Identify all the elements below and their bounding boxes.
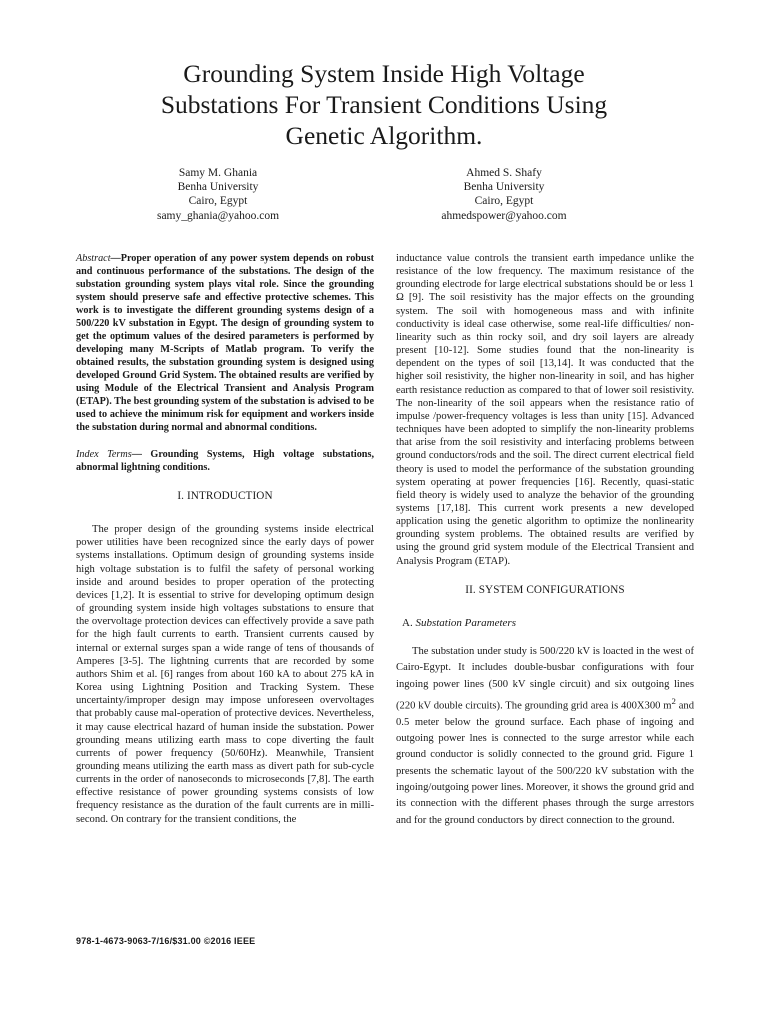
author-block-2 — [374, 166, 634, 223]
author-location: Cairo, Egypt — [188, 195, 248, 208]
author-affiliation: Benha University — [463, 181, 545, 194]
author-block-1 — [88, 166, 348, 223]
copyright-footer: 978-1-4673-9063-7/16/$31.00 ©2016 IEEE — [76, 936, 256, 946]
index-terms-text: — Grounding Systems, High voltage substations, abnormal lightning conditions. — [76, 449, 374, 473]
author-location: Cairo, Egypt — [474, 195, 534, 208]
superscript-2: 2 — [671, 695, 676, 706]
author-email: ahmedspower@yahoo.com — [441, 209, 567, 222]
title-line-3: Genetic Algorithm. — [285, 121, 483, 150]
abstract-lead: Abstract — [76, 253, 111, 264]
right-column — [396, 252, 694, 829]
left-column — [76, 252, 374, 826]
introduction-paragraph-continued: inductance value controls the transient earth impedance unlike the resistance of the low frequency. The maximum resistance of the grounding electrode for large electrical substations should be or less 1 Ω [9]. The soil resistivity has the major effects on the grounding system. The soil with homogeneous mass and with infinite conductivity is ideal case otherwise, some real-life difficulties/ non-linearity such as thin rocky soil, and dry soil layers are already present [10-12]. Some studies found that the non-linearity is dependent on the types of soil [13,14]. It was conducted that the higher soil resistivity, the higher non-linearity in soil, and has higher earth resistance reduction as compared to that of lower soil resistivity. The non-linearity of the soil appears when the resistance ratio of impulse /power-frequency voltages is less than unity [15]. Advanced techniques have been adopted to simplify the non-linearity problems that arise from the soil resistivity and interfacing problems between ground conductors/rods and the soil. The direct current electrical field theory is used to model the performance of the substation grounding system operating at power frequencies [16]. Recently, quasi-static field theory is widely used to analyze the behavior of the grounding systems [17,18]. This current work presents a new developed application using the genetic algorithm to optimize the nonlinearity grounding system problems. The obtained results are verified by using the ground grid system module of the Electrical Transient and Analysis Program (ETAP). — [396, 253, 694, 567]
subsection-title: Substation Parameters — [415, 616, 516, 629]
abstract — [76, 252, 374, 434]
paper-title — [60, 58, 708, 151]
author-name: Samy M. Ghania — [178, 167, 258, 179]
title-line-2: Substations For Transient Conditions Using — [160, 90, 608, 119]
title-line-1: Grounding System Inside High Voltage — [183, 59, 585, 88]
index-terms-lead: Index Terms — [76, 449, 132, 460]
section-heading-system-configurations: II. SYSTEM CONFIGURATIONS — [465, 583, 625, 596]
index-terms — [76, 448, 374, 474]
subsection-label: A. — [402, 616, 413, 629]
author-email: samy_ghania@yahoo.com — [156, 209, 280, 222]
abstract-text: —Proper operation of any power system depends on robust and continuous performance of the substations. The design of the substation grounding system plays vital role. Since the grounding system should preserve safe and effective protective schemes. This work is to investigate the different grounding systems design of a 500/220 kV substation in Egypt. The design of grounding system to get the optimum values of the desired parameters is performed by developing many M-Scripts of Matlab program. To verify the obtained results, the substation grounding system is designed using developed Ground Grid System. The obtained results are verified by using Module of the Electrical Transient and Analysis Program (ETAP). The best grounding system of the substation is advised to be used to achieve the minimum risk for equipment and workers inside the substation during normal and abnormal conditions. — [76, 253, 374, 433]
section-heading-introduction: I. INTRODUCTION — [177, 490, 273, 502]
substation-text-part-1: The substation under study is 500/220 kV is loacted in the west of Cairo-Egypt. It includes double-busbar configurations with four ingoing power lines (500 kV single circuit) and six outgoing lines (220 kV double circuits). The grounding grid area is 400X300 m — [396, 646, 694, 712]
author-affiliation: Benha University — [177, 181, 259, 194]
subsection-heading — [402, 617, 694, 630]
introduction-paragraph: The proper design of the grounding systems inside electrical power utilities have been recognized since the early days of power systems installations. Optimum design of grounding systems inside high voltage substation is to fulfil the safety of personal working inside and around besides to proper operation of the protecting devices [1,2]. It is essential to strive for developing optimum design of grounding system inside high voltages substations to ensure that the overvoltage protection devices can effectively provide a save path for the high fault currents to earth. Transient currents caused by internal or external surges span a wide range of tens of thousands of Amperes [3-5]. The lightning currents that are recorded by some authors Shim et al. [6] ranges from about 160 kA to about 275 kA in Korea using Lightning Position and Tracking System. These uncertainty/improper design may impose unforeseen overvoltages that probably cause mal-operation of protective devices. Nevertheless, it may cause electrical hazard of human inside the substation. Power grounding means utilizing earth mass to cope diverting the fault currents of power frequency (50/60Hz). Meanwhile, Transient grounding means utilizing the earth mass as divert path for sub-cycle currents in the order of nanoseconds to microseconds [7,8]. The earth effective resistance of power grounding systems consists of low frequency resistance as the duration of the fault currents are in milli-second. On contrary for the transient conditions, the — [76, 524, 374, 825]
substation-parameters-paragraph — [396, 644, 694, 829]
author-name: Ahmed S. Shafy — [466, 167, 542, 179]
substation-text-part-2: and 0.5 meter below the ground surface. Each phase of ingoing and outgoing power lnes is connected to the surge arrestor while each ground conductor is solidly connected to the ground grid. Figure 1 presents the schematic layout of the 500/220 kV substation with the ingoing/outgoing power lines. Moreover, it shows the ground grid and its connection with the different phases through the surge arrestors and for the ground conductors by direct connection to the ground. — [396, 700, 694, 826]
